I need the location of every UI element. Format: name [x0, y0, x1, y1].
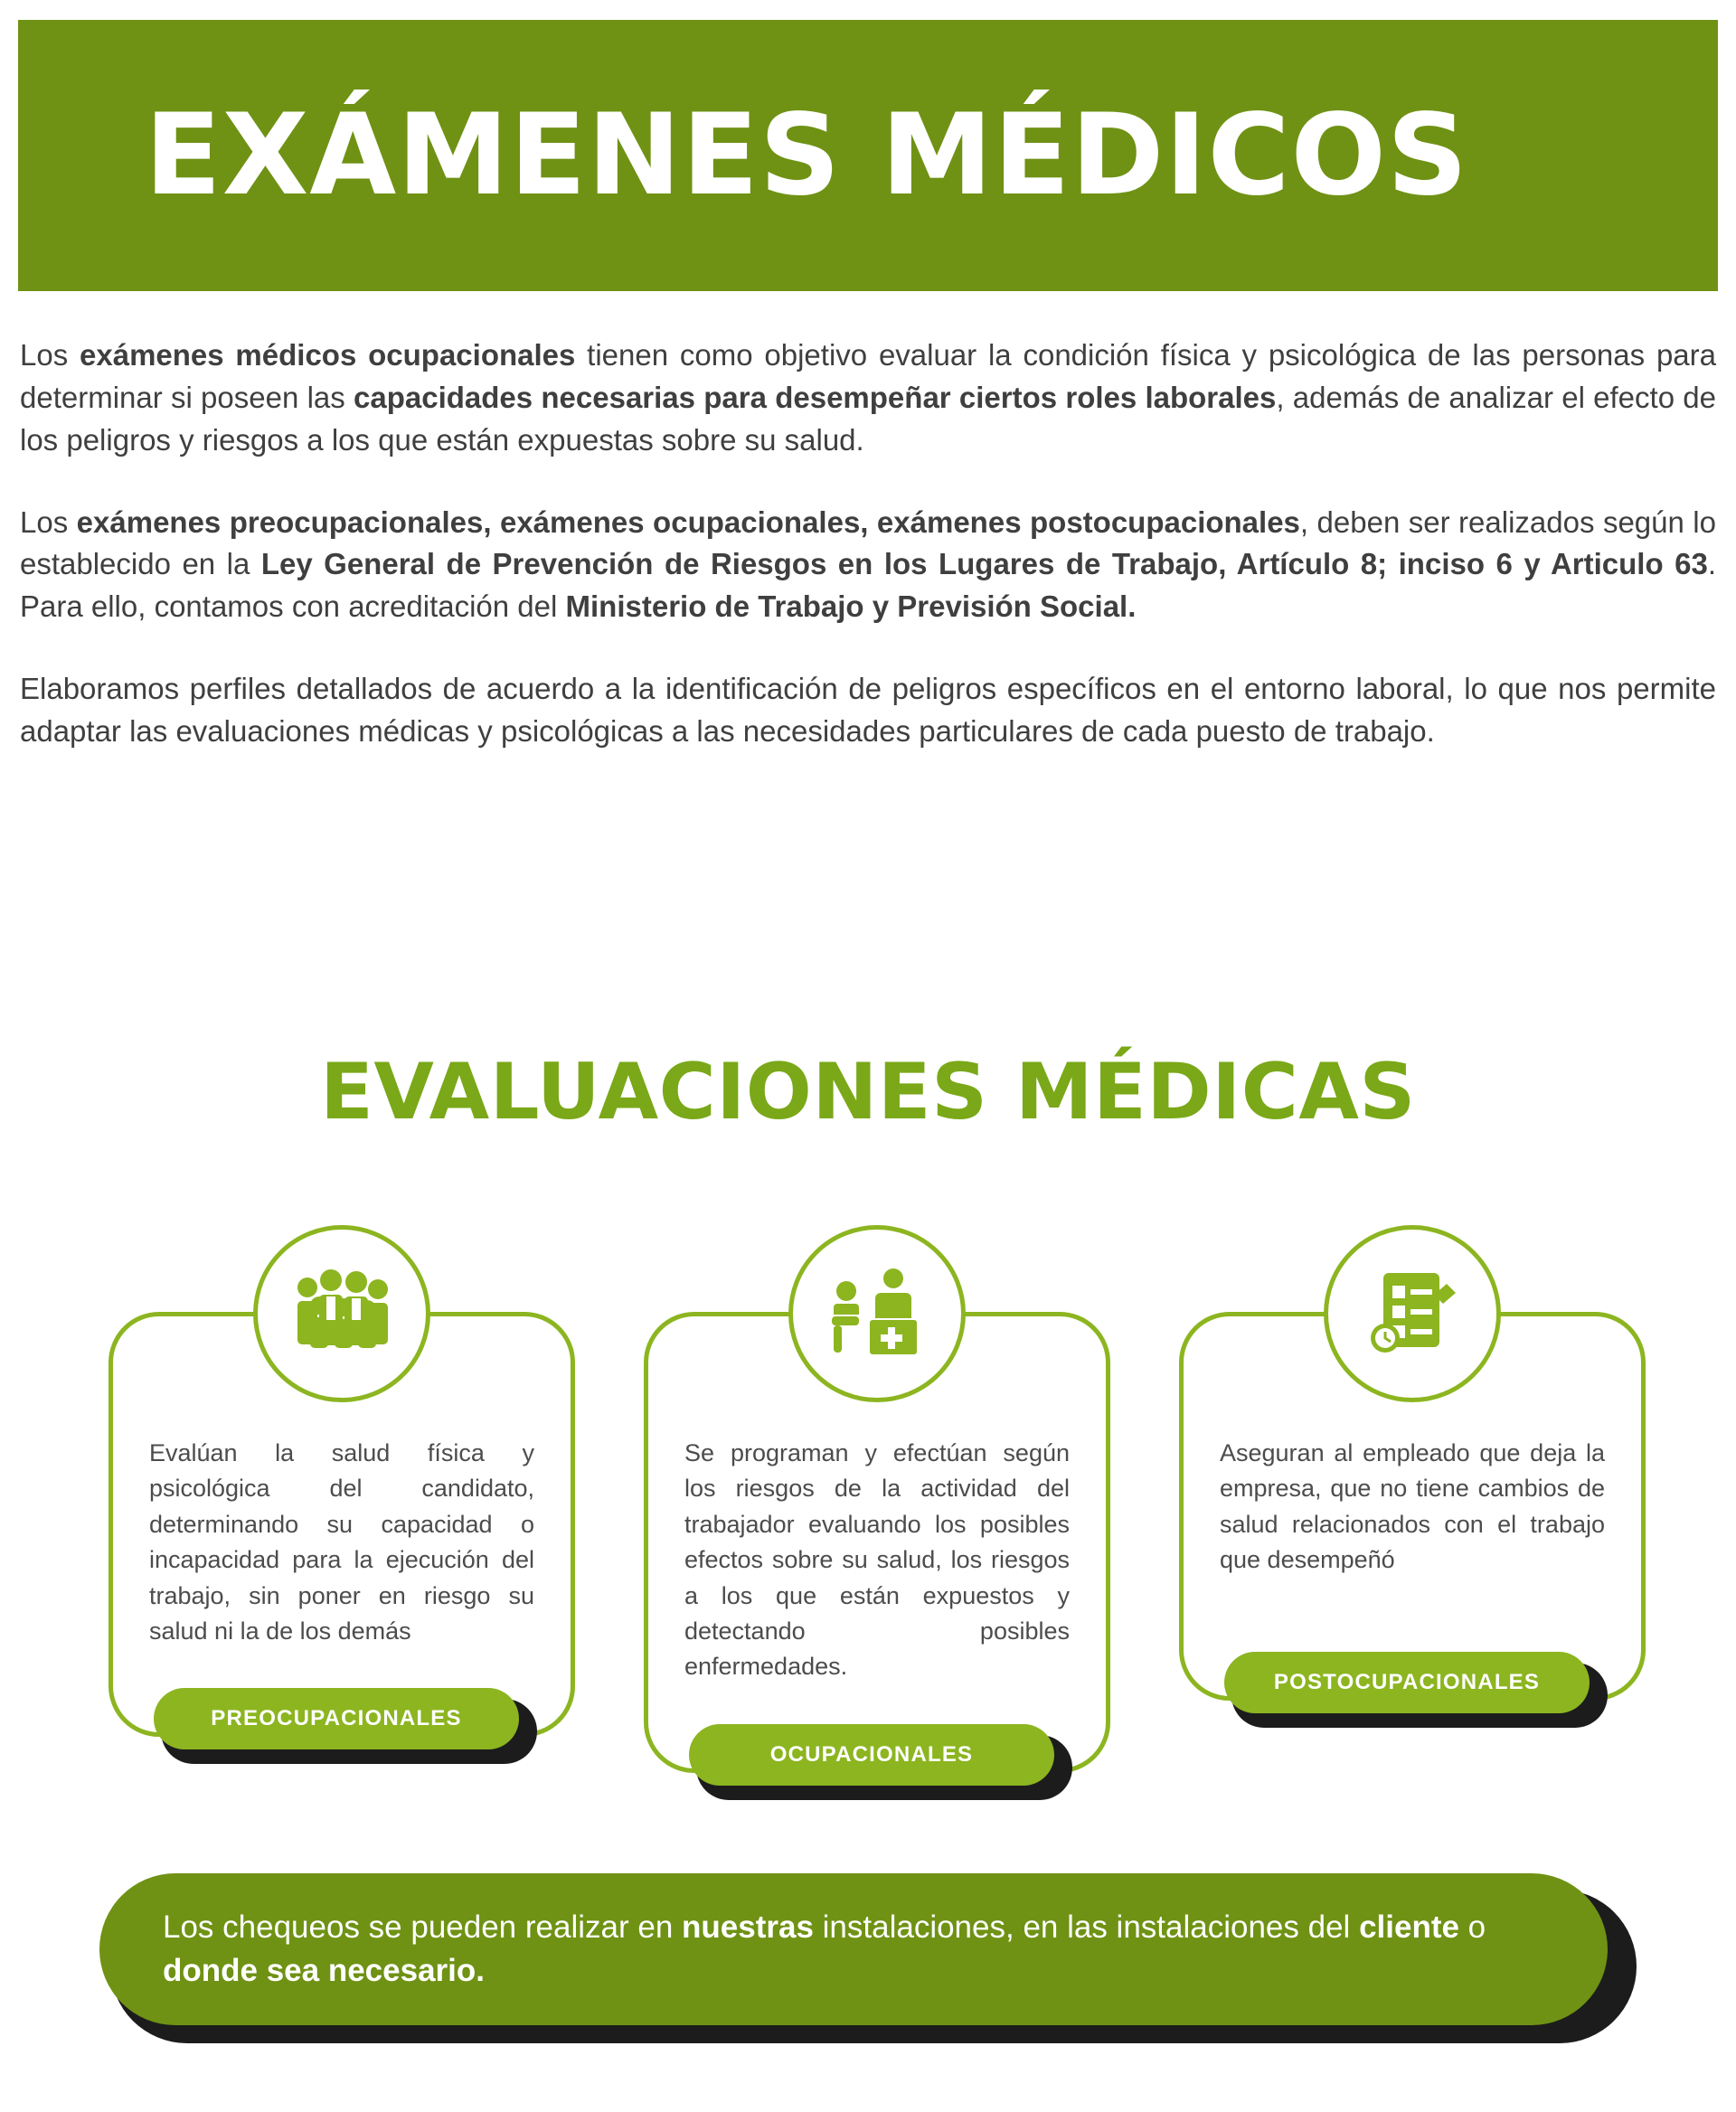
- badge-ocupacionales[interactable]: OCUPACIONALES: [689, 1724, 1054, 1786]
- card-text: Se programan y efectúan según los riesgos de la actividad del trabajador evaluando los posibles efectos sobre su salud, los riesgos a los que están expuestos y detectando posibles enfermedades.: [684, 1439, 1070, 1681]
- header-notch-decoration: [1239, 271, 1447, 284]
- badge-preocupacionales[interactable]: PREOCUPACIONALES: [154, 1688, 519, 1749]
- clipboard-checklist-icon: [1324, 1225, 1501, 1402]
- card-badge-wrap: [154, 1688, 530, 1757]
- card-badge-wrap: [1224, 1652, 1600, 1721]
- section-title: EVALUACIONES MÉDICAS: [320, 1047, 1416, 1137]
- card-postocupacionales: [1179, 1225, 1646, 1721]
- evaluation-cards: [108, 1225, 1646, 1793]
- footer-pill: [99, 1873, 1608, 2025]
- doctor-consultation-icon: [788, 1225, 966, 1402]
- body-copy: [20, 335, 1716, 753]
- footer-callout: [99, 1873, 1637, 2045]
- paragraph-profiles: Elaboramos perfiles detallados de acuerdo a la identificación de peligros específicos en el entorno laboral, lo que nos permite adaptar las evaluaciones médicas y psicológicas a las necesidades particulares de cada puesto de trabajo.: [20, 672, 1716, 749]
- card-ocupacionales: [644, 1225, 1110, 1793]
- badge-postocupacionales[interactable]: POSTOCUPACIONALES: [1224, 1652, 1590, 1713]
- card-text: Evalúan la salud física y psicológica del candidato, determinando su capacidad o incapacidad para la ejecución del trabajo, sin poner en riesgo su salud ni la de los demás: [149, 1439, 534, 1645]
- header-banner: [18, 20, 1718, 291]
- paragraph-legal: Los exámenes preocupacionales, exámenes ocupacionales, exámenes postocupacionales, deben ser realizados según lo establecido en la Ley General de Prevención de Riesgos en los Lugares de Trabajo, Artículo 8; inciso 6 y Articulo 63. Para ello, contamos con acreditación del Ministerio de Trabajo y Previsión Social.: [20, 504, 1716, 624]
- footer-text: Los chequeos se pueden realizar en nuestras instalaciones, en las instalaciones del cliente o donde sea necesario.: [163, 1909, 1486, 1988]
- card-preocupacionales: [108, 1225, 575, 1757]
- group-of-people-icon: [253, 1225, 430, 1402]
- card-text: Aseguran al empleado que deja la empresa, que no tiene cambios de salud relacionados con el trabajo que desempeñó: [1220, 1439, 1605, 1574]
- paragraph-intro: Los exámenes médicos ocupacionales tienen como objetivo evaluar la condición física y psicológica de las personas para determinar si poseen las capacidades necesarias para desempeñar ciertos roles laborales, además de analizar el efecto de los peligros y riesgos a los que están expuestas sobre su salud.: [20, 338, 1717, 457]
- page-title: EXÁMENES MÉDICOS: [145, 90, 1469, 221]
- card-badge-wrap: [689, 1724, 1065, 1793]
